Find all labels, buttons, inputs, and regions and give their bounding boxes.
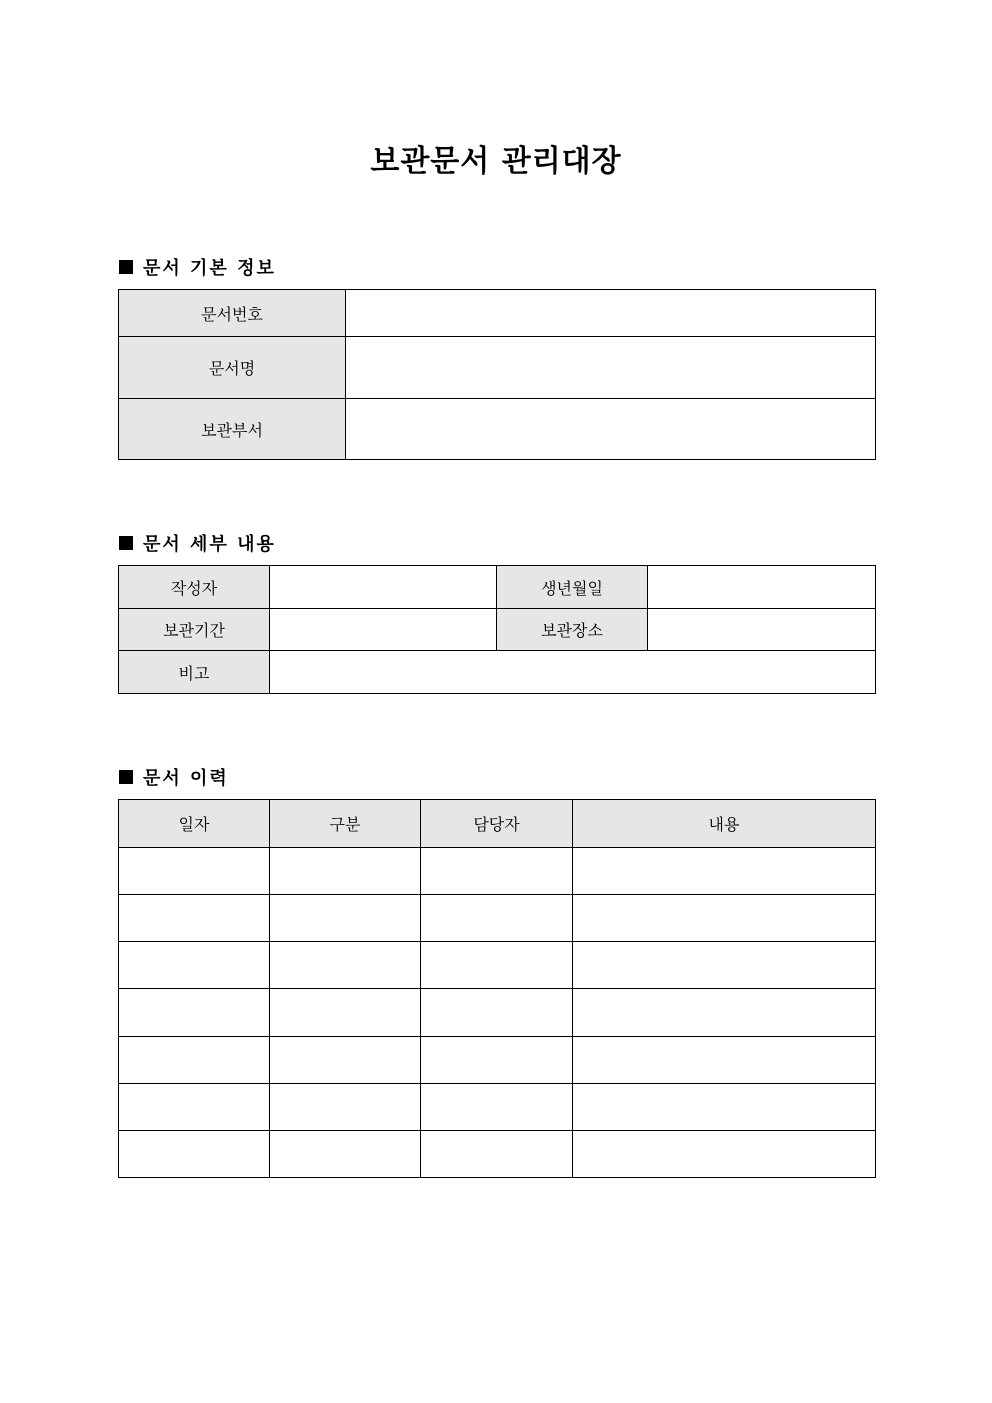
history-category-cell[interactable] [270, 1037, 421, 1084]
history-date-cell[interactable] [119, 895, 270, 942]
history-date-cell[interactable] [119, 942, 270, 989]
history-date-cell[interactable] [119, 989, 270, 1037]
table-row [119, 651, 876, 694]
history-category-cell[interactable] [270, 942, 421, 989]
author-label: 작성자 [119, 566, 270, 609]
birthdate-label: 생년월일 [497, 566, 648, 609]
history-content-cell[interactable] [573, 1131, 876, 1178]
storage-location-field[interactable] [648, 609, 876, 651]
retention-period-field[interactable] [270, 609, 497, 651]
remarks-field[interactable] [270, 651, 876, 694]
square-bullet-icon [119, 536, 133, 550]
table-row [119, 337, 876, 399]
section-heading-label: 문서 세부 내용 [143, 534, 276, 555]
column-header-content: 내용 [573, 800, 876, 848]
history-person-cell[interactable] [421, 895, 573, 942]
history-person-cell[interactable] [421, 1037, 573, 1084]
column-header-person-in-charge: 담당자 [421, 800, 573, 848]
basic-info-table [118, 289, 876, 460]
author-field[interactable] [270, 566, 497, 609]
remarks-label: 비고 [119, 651, 270, 694]
history-category-cell[interactable] [270, 1084, 421, 1131]
storage-location-label: 보관장소 [497, 609, 648, 651]
history-person-cell[interactable] [421, 942, 573, 989]
history-category-cell[interactable] [270, 1131, 421, 1178]
history-person-cell[interactable] [421, 1131, 573, 1178]
history-category-cell[interactable] [270, 989, 421, 1037]
storage-dept-field[interactable] [346, 399, 876, 460]
table-row [119, 399, 876, 460]
storage-dept-label: 보관부서 [119, 399, 346, 460]
table-row [119, 609, 876, 651]
document-title: 보관문서 관리대장 [370, 144, 622, 179]
doc-name-field[interactable] [346, 337, 876, 399]
column-header-date: 일자 [119, 800, 270, 848]
doc-name-label: 문서명 [119, 337, 346, 399]
section-heading-label: 문서 기본 정보 [143, 258, 276, 279]
history-category-cell[interactable] [270, 895, 421, 942]
history-person-cell[interactable] [421, 1084, 573, 1131]
square-bullet-icon [119, 770, 133, 784]
details-table [118, 565, 876, 694]
section-heading-label: 문서 이력 [143, 768, 229, 789]
history-date-cell[interactable] [119, 848, 270, 895]
history-date-cell[interactable] [119, 1037, 270, 1084]
table-row [119, 848, 876, 895]
table-row [119, 290, 876, 337]
table-row [119, 1131, 876, 1178]
table-row [119, 989, 876, 1037]
history-content-cell[interactable] [573, 1037, 876, 1084]
table-row [119, 942, 876, 989]
table-row [119, 1084, 876, 1131]
history-content-cell[interactable] [573, 848, 876, 895]
section-heading-basic-info [119, 254, 276, 280]
table-row [119, 895, 876, 942]
history-person-cell[interactable] [421, 989, 573, 1037]
history-content-cell[interactable] [573, 942, 876, 989]
doc-number-label: 문서번호 [119, 290, 346, 337]
history-content-cell[interactable] [573, 1084, 876, 1131]
history-header-row [119, 800, 876, 848]
history-date-cell[interactable] [119, 1131, 270, 1178]
section-heading-details [119, 530, 276, 556]
doc-number-field[interactable] [346, 290, 876, 337]
table-row [119, 1037, 876, 1084]
section-heading-history [119, 764, 229, 790]
square-bullet-icon [119, 260, 133, 274]
birthdate-field[interactable] [648, 566, 876, 609]
history-person-cell[interactable] [421, 848, 573, 895]
history-content-cell[interactable] [573, 989, 876, 1037]
column-header-category: 구분 [270, 800, 421, 848]
table-row [119, 566, 876, 609]
history-table [118, 799, 876, 1178]
history-category-cell[interactable] [270, 848, 421, 895]
history-content-cell[interactable] [573, 895, 876, 942]
history-date-cell[interactable] [119, 1084, 270, 1131]
retention-period-label: 보관기간 [119, 609, 270, 651]
